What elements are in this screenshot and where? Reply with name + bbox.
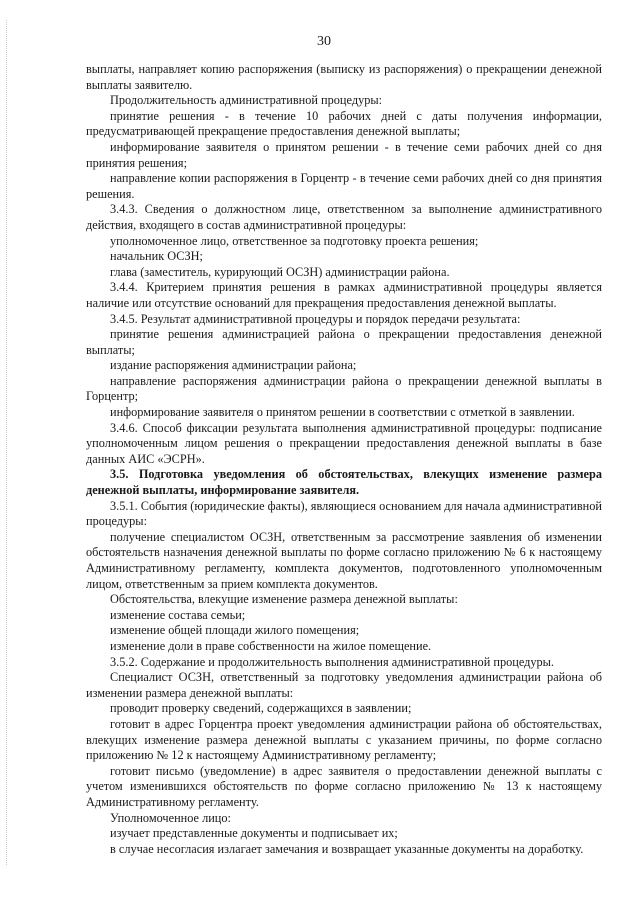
paragraph: принятие решения - в течение 10 рабочих дней с даты получения информации, предусматривающей прекращение предоставления денежной выплаты; [86, 108, 602, 139]
paragraph: изменение доли в праве собственности на жилое помещение. [110, 638, 432, 653]
paragraph: 3.5.2. Содержание и продолжительность выполнения административной процедуры. [110, 654, 555, 669]
paragraph: Продолжительность административной процедуры: [110, 93, 383, 108]
paragraph: 3.4.4. Критерием принятия решения в рамках административной процедуры является наличие или отсутствие оснований для прекращения предоставления денежной выплаты. [86, 280, 602, 310]
scan-edge [6, 20, 7, 865]
paragraph: принятие решения администрацией района о прекращении предоставления денежной выплаты; [86, 327, 602, 357]
paragraph: издание распоряжения администрации района; [110, 358, 357, 373]
paragraph: готовит письмо (уведомление) в адрес заявителя о предоставлении денежной выплаты с учетом изменившихся обстоятельств по форме согласно приложению № 13 к настоящему Административному регламенту. [86, 763, 602, 809]
paragraph: информирование заявителя о принятом решении в соответствии с отметкой в заявлении. [110, 405, 575, 420]
paragraph: получение специалистом ОСЗН, ответственным за рассмотрение заявления об изменении обстоятельств назначения денежной выплаты по форме согласно приложению № 6 к настоящему Административному регламенту, комплекта документов, подготовленного уполномоченным лицом, ответственным за прием комплекта документов. [86, 529, 602, 591]
paragraph: изменение состава семьи; [110, 607, 246, 622]
paragraph: в случае несогласия излагает замечания и возвращает указанные документы на доработку. [110, 841, 584, 856]
paragraph: начальник ОСЗН; [110, 249, 203, 264]
paragraph: информирование заявителя о принятом решении - в течение семи рабочих дней со дня принятия решения; [86, 139, 602, 170]
paragraph: 3.4.3. Сведения о должностном лице, ответственном за выполнение административного действия, входящего в состав административной процедуры: [86, 202, 602, 232]
paragraph: изучает представленные документы и подписывает их; [110, 826, 398, 841]
paragraph: Специалист ОСЗН, ответственный за подготовку уведомления администрации района об изменении размера денежной выплаты: [86, 670, 602, 700]
paragraph: направление распоряжения администрации района о прекращении денежной выплаты в Горцентр; [86, 373, 602, 404]
paragraph: проводит проверку сведений, содержащихся в заявлении; [110, 701, 412, 716]
paragraph: направление копии распоряжения в Горцентр - в течение семи рабочих дней со дня принятия решения. [86, 171, 602, 201]
paragraph: Уполномоченное лицо: [110, 810, 231, 825]
section-heading: 3.5. Подготовка уведомления об обстоятельствах, влекущих изменение размера денежной выплаты, информирование заявителя. [86, 467, 602, 498]
paragraph: выплаты, направляет копию распоряжения (выписку из распоряжения) о прекращении денежной выплаты заявителю. [86, 62, 602, 92]
paragraph: 3.5.1. События (юридические факты), являющиеся основанием для начала административной процедуры: [86, 498, 602, 529]
paragraph: готовит в адрес Горцентра проект уведомления администрации района об обстоятельствах, влекущих изменение размера денежной выплаты с указанием причины, по форме согласно приложению № 12 к настоящему Административному регламенту; [86, 716, 602, 763]
paragraph: Обстоятельства, влекущие изменение размера денежной выплаты: [110, 592, 458, 607]
paragraph: 3.4.6. Способ фиксации результата выполнения административной процедуры: подписание уполномоченным лицом решения о прекращении предоставления денежной выплаты в базе данных АИС «ЭСРН». [86, 420, 602, 466]
paragraph: уполномоченное лицо, ответственное за подготовку проекта решения; [110, 233, 479, 248]
paragraph: изменение общей площади жилого помещения; [110, 623, 360, 638]
document-body [86, 62, 602, 857]
paragraph: 3.4.5. Результат административной процедуры и порядок передачи результата: [110, 311, 521, 326]
page-number: 30 [317, 34, 331, 49]
paragraph: глава (заместитель, курирующий ОСЗН) администрации района. [110, 264, 450, 279]
